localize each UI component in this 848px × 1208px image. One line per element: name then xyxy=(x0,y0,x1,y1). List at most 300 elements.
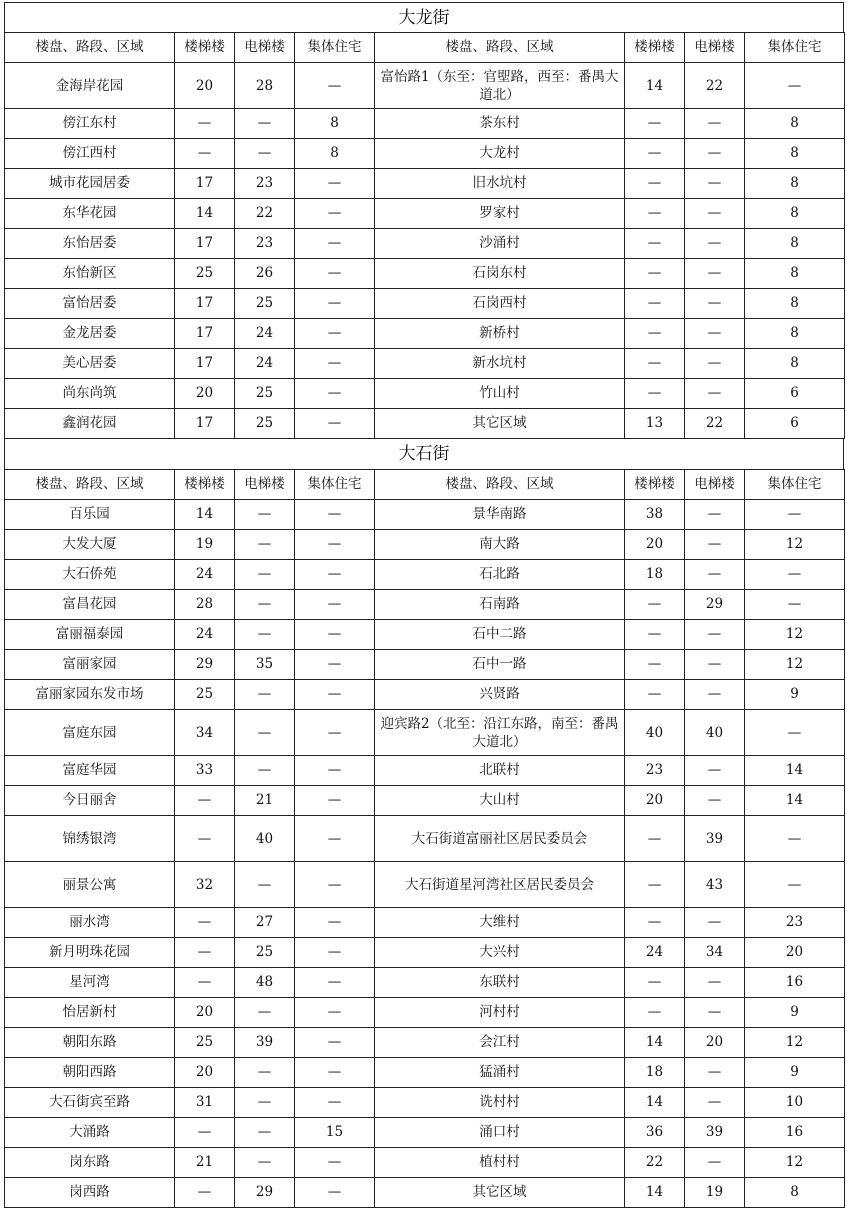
table-cell: — xyxy=(625,680,685,710)
table-cell: 茶东村 xyxy=(375,109,625,139)
table-cell: — xyxy=(295,409,375,439)
table-cell: — xyxy=(175,109,235,139)
table-row xyxy=(5,908,845,938)
table-cell: 富庭华园 xyxy=(5,756,175,786)
table-row xyxy=(5,409,845,439)
table-cell: — xyxy=(745,560,845,590)
table-cell: 23 xyxy=(235,169,295,199)
table-cell: 17 xyxy=(175,169,235,199)
table-cell: 29 xyxy=(175,650,235,680)
table-row xyxy=(5,816,845,862)
table-cell: 25 xyxy=(175,680,235,710)
table-cell: — xyxy=(685,139,745,169)
table-cell: 13 xyxy=(625,409,685,439)
section-title: 大龙街 xyxy=(4,2,844,32)
table-cell: 17 xyxy=(175,229,235,259)
table-cell: 23 xyxy=(745,908,845,938)
table-row xyxy=(5,968,845,998)
table-cell: — xyxy=(625,968,685,998)
table-cell: — xyxy=(175,139,235,169)
table-cell: 罗家村 xyxy=(375,199,625,229)
table-row xyxy=(5,1088,845,1118)
table-cell: 石岗东村 xyxy=(375,259,625,289)
table-cell: 城市花园居委 xyxy=(5,169,175,199)
table-cell: 大龙村 xyxy=(375,139,625,169)
table-cell: 富丽家园 xyxy=(5,650,175,680)
table-row xyxy=(5,1148,845,1178)
table-cell: — xyxy=(295,590,375,620)
table-cell: 金龙居委 xyxy=(5,319,175,349)
table-cell: 14 xyxy=(745,756,845,786)
table-cell: — xyxy=(685,1088,745,1118)
table-cell: 石南路 xyxy=(375,590,625,620)
table-cell: — xyxy=(295,1148,375,1178)
table-cell: 富昌花园 xyxy=(5,590,175,620)
table-cell: 9 xyxy=(745,1058,845,1088)
table-cell: 10 xyxy=(745,1088,845,1118)
table-cell: — xyxy=(685,786,745,816)
table-cell: — xyxy=(745,862,845,908)
table-cell: 29 xyxy=(685,590,745,620)
table-cell: — xyxy=(685,319,745,349)
table-cell: 25 xyxy=(235,379,295,409)
table-cell: 23 xyxy=(235,229,295,259)
table-cell: 18 xyxy=(625,1058,685,1088)
table-cell: 17 xyxy=(175,289,235,319)
table-cell: 39 xyxy=(235,1028,295,1058)
table-cell: 39 xyxy=(685,816,745,862)
column-header: 楼盘、路段、区域 xyxy=(5,470,175,500)
table-cell: — xyxy=(685,109,745,139)
table-row xyxy=(5,169,845,199)
table-cell: — xyxy=(295,63,375,109)
table-row xyxy=(5,786,845,816)
table-cell: 8 xyxy=(745,349,845,379)
table-cell: 植村村 xyxy=(375,1148,625,1178)
table-row xyxy=(5,1058,845,1088)
table-cell: — xyxy=(685,530,745,560)
table-cell: — xyxy=(685,289,745,319)
table-cell: 24 xyxy=(175,560,235,590)
table-cell: — xyxy=(295,319,375,349)
table-cell: — xyxy=(685,650,745,680)
table-cell: 40 xyxy=(235,816,295,862)
table-cell: — xyxy=(235,1058,295,1088)
table-cell: 新月明珠花园 xyxy=(5,938,175,968)
table-cell: — xyxy=(625,289,685,319)
table-cell: — xyxy=(295,289,375,319)
table-cell: 20 xyxy=(175,1058,235,1088)
table-cell: — xyxy=(235,620,295,650)
table-row xyxy=(5,756,845,786)
table-cell: 36 xyxy=(625,1118,685,1148)
table-cell: 14 xyxy=(625,1088,685,1118)
table-cell: 沙涌村 xyxy=(375,229,625,259)
table-cell: 石岗西村 xyxy=(375,289,625,319)
table-row xyxy=(5,1178,845,1208)
table-cell: 26 xyxy=(235,259,295,289)
table-cell: 25 xyxy=(235,409,295,439)
table-cell: — xyxy=(175,908,235,938)
table-cell: 23 xyxy=(625,756,685,786)
table-cell: 22 xyxy=(685,63,745,109)
table-cell: 大发大厦 xyxy=(5,530,175,560)
table-cell: — xyxy=(295,908,375,938)
table-cell: — xyxy=(295,786,375,816)
table-cell: 8 xyxy=(745,199,845,229)
table-cell: 百乐园 xyxy=(5,500,175,530)
table-cell: 傍江西村 xyxy=(5,139,175,169)
table-cell: 28 xyxy=(175,590,235,620)
table-cell: — xyxy=(685,560,745,590)
table-cell: — xyxy=(295,998,375,1028)
table-cell: — xyxy=(295,816,375,862)
table-row xyxy=(5,590,845,620)
table-cell: 猛涌村 xyxy=(375,1058,625,1088)
table-cell: — xyxy=(685,349,745,379)
table-cell: 岗西路 xyxy=(5,1178,175,1208)
table-cell: — xyxy=(235,1088,295,1118)
table-cell: 8 xyxy=(745,139,845,169)
column-header: 集体住宅 xyxy=(745,33,845,63)
table-row xyxy=(5,862,845,908)
table-cell: 景华南路 xyxy=(375,500,625,530)
table-row xyxy=(5,998,845,1028)
table-cell: — xyxy=(625,199,685,229)
table-cell: — xyxy=(295,259,375,289)
column-header: 电梯楼 xyxy=(235,33,295,63)
table-cell: 17 xyxy=(175,319,235,349)
table-cell: 40 xyxy=(625,710,685,756)
table-cell: 20 xyxy=(175,63,235,109)
table-cell: 石中一路 xyxy=(375,650,625,680)
table-cell: — xyxy=(175,1178,235,1208)
table-cell: 17 xyxy=(175,409,235,439)
table-cell: 丽景公寓 xyxy=(5,862,175,908)
table-cell: 大石街道星河湾社区居民委员会 xyxy=(375,862,625,908)
table-cell: — xyxy=(235,680,295,710)
column-header: 电梯楼 xyxy=(685,33,745,63)
table-cell: 大石侨苑 xyxy=(5,560,175,590)
table-cell: — xyxy=(295,1088,375,1118)
table-cell: 大涌路 xyxy=(5,1118,175,1148)
table-cell: 8 xyxy=(745,289,845,319)
table-cell: 怡居新村 xyxy=(5,998,175,1028)
header-row xyxy=(5,470,845,500)
table-cell: 北联村 xyxy=(375,756,625,786)
table-row xyxy=(5,349,845,379)
table-cell: — xyxy=(235,560,295,590)
table-cell: 星河湾 xyxy=(5,968,175,998)
table-cell: 8 xyxy=(295,109,375,139)
table-cell: — xyxy=(745,63,845,109)
table-cell: 南大路 xyxy=(375,530,625,560)
table-cell: — xyxy=(295,379,375,409)
table-cell: 19 xyxy=(685,1178,745,1208)
table-cell: 富丽家园东发市场 xyxy=(5,680,175,710)
table-cell: 25 xyxy=(235,938,295,968)
table-cell: — xyxy=(685,199,745,229)
table-cell: 35 xyxy=(235,650,295,680)
table-cell: — xyxy=(685,259,745,289)
table-cell: 14 xyxy=(175,500,235,530)
table-cell: 大兴村 xyxy=(375,938,625,968)
table-cell: 12 xyxy=(745,530,845,560)
table-cell: 8 xyxy=(745,169,845,199)
table-cell: — xyxy=(235,998,295,1028)
table-cell: 其它区域 xyxy=(375,1178,625,1208)
table-cell: 39 xyxy=(685,1118,745,1148)
table-cell: — xyxy=(235,109,295,139)
table-cell: — xyxy=(685,620,745,650)
table-cell: — xyxy=(625,169,685,199)
table-cell: 丽水湾 xyxy=(5,908,175,938)
table-cell: — xyxy=(745,500,845,530)
table-cell: — xyxy=(295,199,375,229)
table-cell: 22 xyxy=(685,409,745,439)
table-cell: 19 xyxy=(175,530,235,560)
table-cell: 31 xyxy=(175,1088,235,1118)
table-row xyxy=(5,229,845,259)
table-row xyxy=(5,650,845,680)
table-cell: 8 xyxy=(745,229,845,259)
table-cell: 9 xyxy=(745,680,845,710)
data-table xyxy=(4,469,845,1208)
table-cell: — xyxy=(235,756,295,786)
table-row xyxy=(5,289,845,319)
table-cell: 8 xyxy=(295,139,375,169)
column-header: 楼盘、路段、区域 xyxy=(375,33,625,63)
table-cell: 今日丽舍 xyxy=(5,786,175,816)
table-cell: 东怡新区 xyxy=(5,259,175,289)
table-cell: 34 xyxy=(685,938,745,968)
table-row xyxy=(5,1028,845,1058)
column-header: 楼梯楼 xyxy=(625,33,685,63)
table-row xyxy=(5,319,845,349)
table-cell: — xyxy=(235,862,295,908)
table-cell: 14 xyxy=(745,786,845,816)
table-cell: — xyxy=(685,379,745,409)
table-cell: 傍江东村 xyxy=(5,109,175,139)
table-cell: 14 xyxy=(175,199,235,229)
table-cell: — xyxy=(295,710,375,756)
table-cell: 14 xyxy=(625,63,685,109)
table-row xyxy=(5,560,845,590)
table-cell: — xyxy=(235,500,295,530)
table-cell: — xyxy=(685,998,745,1028)
table-cell: — xyxy=(625,908,685,938)
column-header: 集体住宅 xyxy=(745,470,845,500)
table-cell: — xyxy=(175,938,235,968)
table-cell: 大维村 xyxy=(375,908,625,938)
table-cell: 48 xyxy=(235,968,295,998)
table-cell: 岗东路 xyxy=(5,1148,175,1178)
table-cell: 28 xyxy=(235,63,295,109)
table-cell: 24 xyxy=(175,620,235,650)
table-cell: — xyxy=(685,229,745,259)
section-title: 大石街 xyxy=(4,439,844,469)
table-cell: 16 xyxy=(745,968,845,998)
table-cell: 21 xyxy=(175,1148,235,1178)
table-cell: — xyxy=(295,560,375,590)
table-cell: 尚东尚筑 xyxy=(5,379,175,409)
table-cell: 富丽福泰园 xyxy=(5,620,175,650)
table-row xyxy=(5,710,845,756)
table-cell: 美心居委 xyxy=(5,349,175,379)
table-cell: 12 xyxy=(745,1028,845,1058)
table-cell: 8 xyxy=(745,109,845,139)
table-cell: 涌口村 xyxy=(375,1118,625,1148)
table-cell: 25 xyxy=(175,259,235,289)
table-cell: 20 xyxy=(625,530,685,560)
column-header: 楼梯楼 xyxy=(625,470,685,500)
header-row xyxy=(5,33,845,63)
table-cell: 鑫润花园 xyxy=(5,409,175,439)
table-cell: 34 xyxy=(175,710,235,756)
table-row xyxy=(5,938,845,968)
table-cell: — xyxy=(235,530,295,560)
table-row xyxy=(5,63,845,109)
table-cell: 兴贤路 xyxy=(375,680,625,710)
table-cell: 22 xyxy=(235,199,295,229)
table-cell: 富怡居委 xyxy=(5,289,175,319)
table-cell: — xyxy=(625,862,685,908)
table-cell: — xyxy=(685,1058,745,1088)
column-header: 电梯楼 xyxy=(685,470,745,500)
table-cell: — xyxy=(625,816,685,862)
table-cell: — xyxy=(295,229,375,259)
table-cell: — xyxy=(295,1028,375,1058)
column-header: 楼梯楼 xyxy=(175,470,235,500)
table-cell: — xyxy=(295,1058,375,1088)
table-row xyxy=(5,1118,845,1148)
table-cell: 9 xyxy=(745,998,845,1028)
table-cell: — xyxy=(295,862,375,908)
table-cell: — xyxy=(295,530,375,560)
table-cell: — xyxy=(625,259,685,289)
table-cell: — xyxy=(685,169,745,199)
table-cell: — xyxy=(295,349,375,379)
table-cell: — xyxy=(625,590,685,620)
table-cell: 东联村 xyxy=(375,968,625,998)
column-header: 楼盘、路段、区域 xyxy=(375,470,625,500)
table-cell: — xyxy=(295,169,375,199)
table-cell: — xyxy=(295,500,375,530)
column-header: 楼盘、路段、区域 xyxy=(5,33,175,63)
table-cell: — xyxy=(235,710,295,756)
table-cell: 20 xyxy=(685,1028,745,1058)
table-cell: 20 xyxy=(175,379,235,409)
table-cell: 大石街道富丽社区居民委员会 xyxy=(375,816,625,862)
table-cell: 20 xyxy=(745,938,845,968)
table-cell: 12 xyxy=(745,620,845,650)
table-row xyxy=(5,379,845,409)
table-cell: 14 xyxy=(625,1178,685,1208)
table-cell: 石北路 xyxy=(375,560,625,590)
column-header: 电梯楼 xyxy=(235,470,295,500)
table-cell: 12 xyxy=(745,1148,845,1178)
table-cell: — xyxy=(295,1178,375,1208)
table-cell: 20 xyxy=(625,786,685,816)
table-cell: — xyxy=(295,680,375,710)
table-cell: 24 xyxy=(625,938,685,968)
table-cell: 诜村村 xyxy=(375,1088,625,1118)
table-cell: — xyxy=(625,998,685,1028)
column-header: 楼梯楼 xyxy=(175,33,235,63)
table-cell: 6 xyxy=(745,379,845,409)
table-cell: 32 xyxy=(175,862,235,908)
table-cell: 富怡路1（东至：官堲路，西至：番禺大道北） xyxy=(375,63,625,109)
table-cell: 会江村 xyxy=(375,1028,625,1058)
table-cell: — xyxy=(685,756,745,786)
table-cell: 其它区域 xyxy=(375,409,625,439)
data-table xyxy=(4,32,845,439)
table-cell: 旧水坑村 xyxy=(375,169,625,199)
table-cell: — xyxy=(175,786,235,816)
table-cell: 河村村 xyxy=(375,998,625,1028)
table-cell: 竹山村 xyxy=(375,379,625,409)
table-cell: — xyxy=(175,968,235,998)
table-cell: — xyxy=(235,1118,295,1148)
table-cell: — xyxy=(685,908,745,938)
table-cell: — xyxy=(295,650,375,680)
column-header: 集体住宅 xyxy=(295,470,375,500)
table-cell: 迎宾路2（北至：沿江东路，南至：番禺大道北） xyxy=(375,710,625,756)
table-cell: — xyxy=(625,650,685,680)
table-cell: — xyxy=(625,319,685,349)
table-cell: 大山村 xyxy=(375,786,625,816)
table-cell: — xyxy=(685,968,745,998)
table-cell: 6 xyxy=(745,409,845,439)
table-cell: — xyxy=(625,109,685,139)
table-cell: — xyxy=(685,680,745,710)
table-cell: — xyxy=(235,139,295,169)
table-cell: — xyxy=(295,938,375,968)
table-cell: 新桥村 xyxy=(375,319,625,349)
table-cell: 21 xyxy=(235,786,295,816)
table-row xyxy=(5,109,845,139)
table-cell: — xyxy=(235,1148,295,1178)
table-cell: 25 xyxy=(175,1028,235,1058)
table-cell: 新水坑村 xyxy=(375,349,625,379)
table-cell: — xyxy=(745,590,845,620)
table-cell: — xyxy=(295,620,375,650)
table-cell: 东华花园 xyxy=(5,199,175,229)
table-cell: — xyxy=(625,379,685,409)
table-cell: — xyxy=(175,816,235,862)
table-cell: 朝阳西路 xyxy=(5,1058,175,1088)
table-cell: — xyxy=(235,590,295,620)
table-cell: 8 xyxy=(745,319,845,349)
table-cell: — xyxy=(745,710,845,756)
table-cell: 12 xyxy=(745,650,845,680)
table-cell: 20 xyxy=(175,998,235,1028)
table-cell: 24 xyxy=(235,319,295,349)
table-cell: — xyxy=(295,968,375,998)
table-cell: 8 xyxy=(745,1178,845,1208)
table-row xyxy=(5,530,845,560)
table-cell: — xyxy=(625,139,685,169)
table-cell: — xyxy=(295,756,375,786)
table-row xyxy=(5,620,845,650)
table-cell: 33 xyxy=(175,756,235,786)
table-row xyxy=(5,259,845,289)
table-row xyxy=(5,680,845,710)
table-cell: 22 xyxy=(625,1148,685,1178)
table-row xyxy=(5,199,845,229)
table-cell: 17 xyxy=(175,349,235,379)
table-cell: — xyxy=(685,1148,745,1178)
